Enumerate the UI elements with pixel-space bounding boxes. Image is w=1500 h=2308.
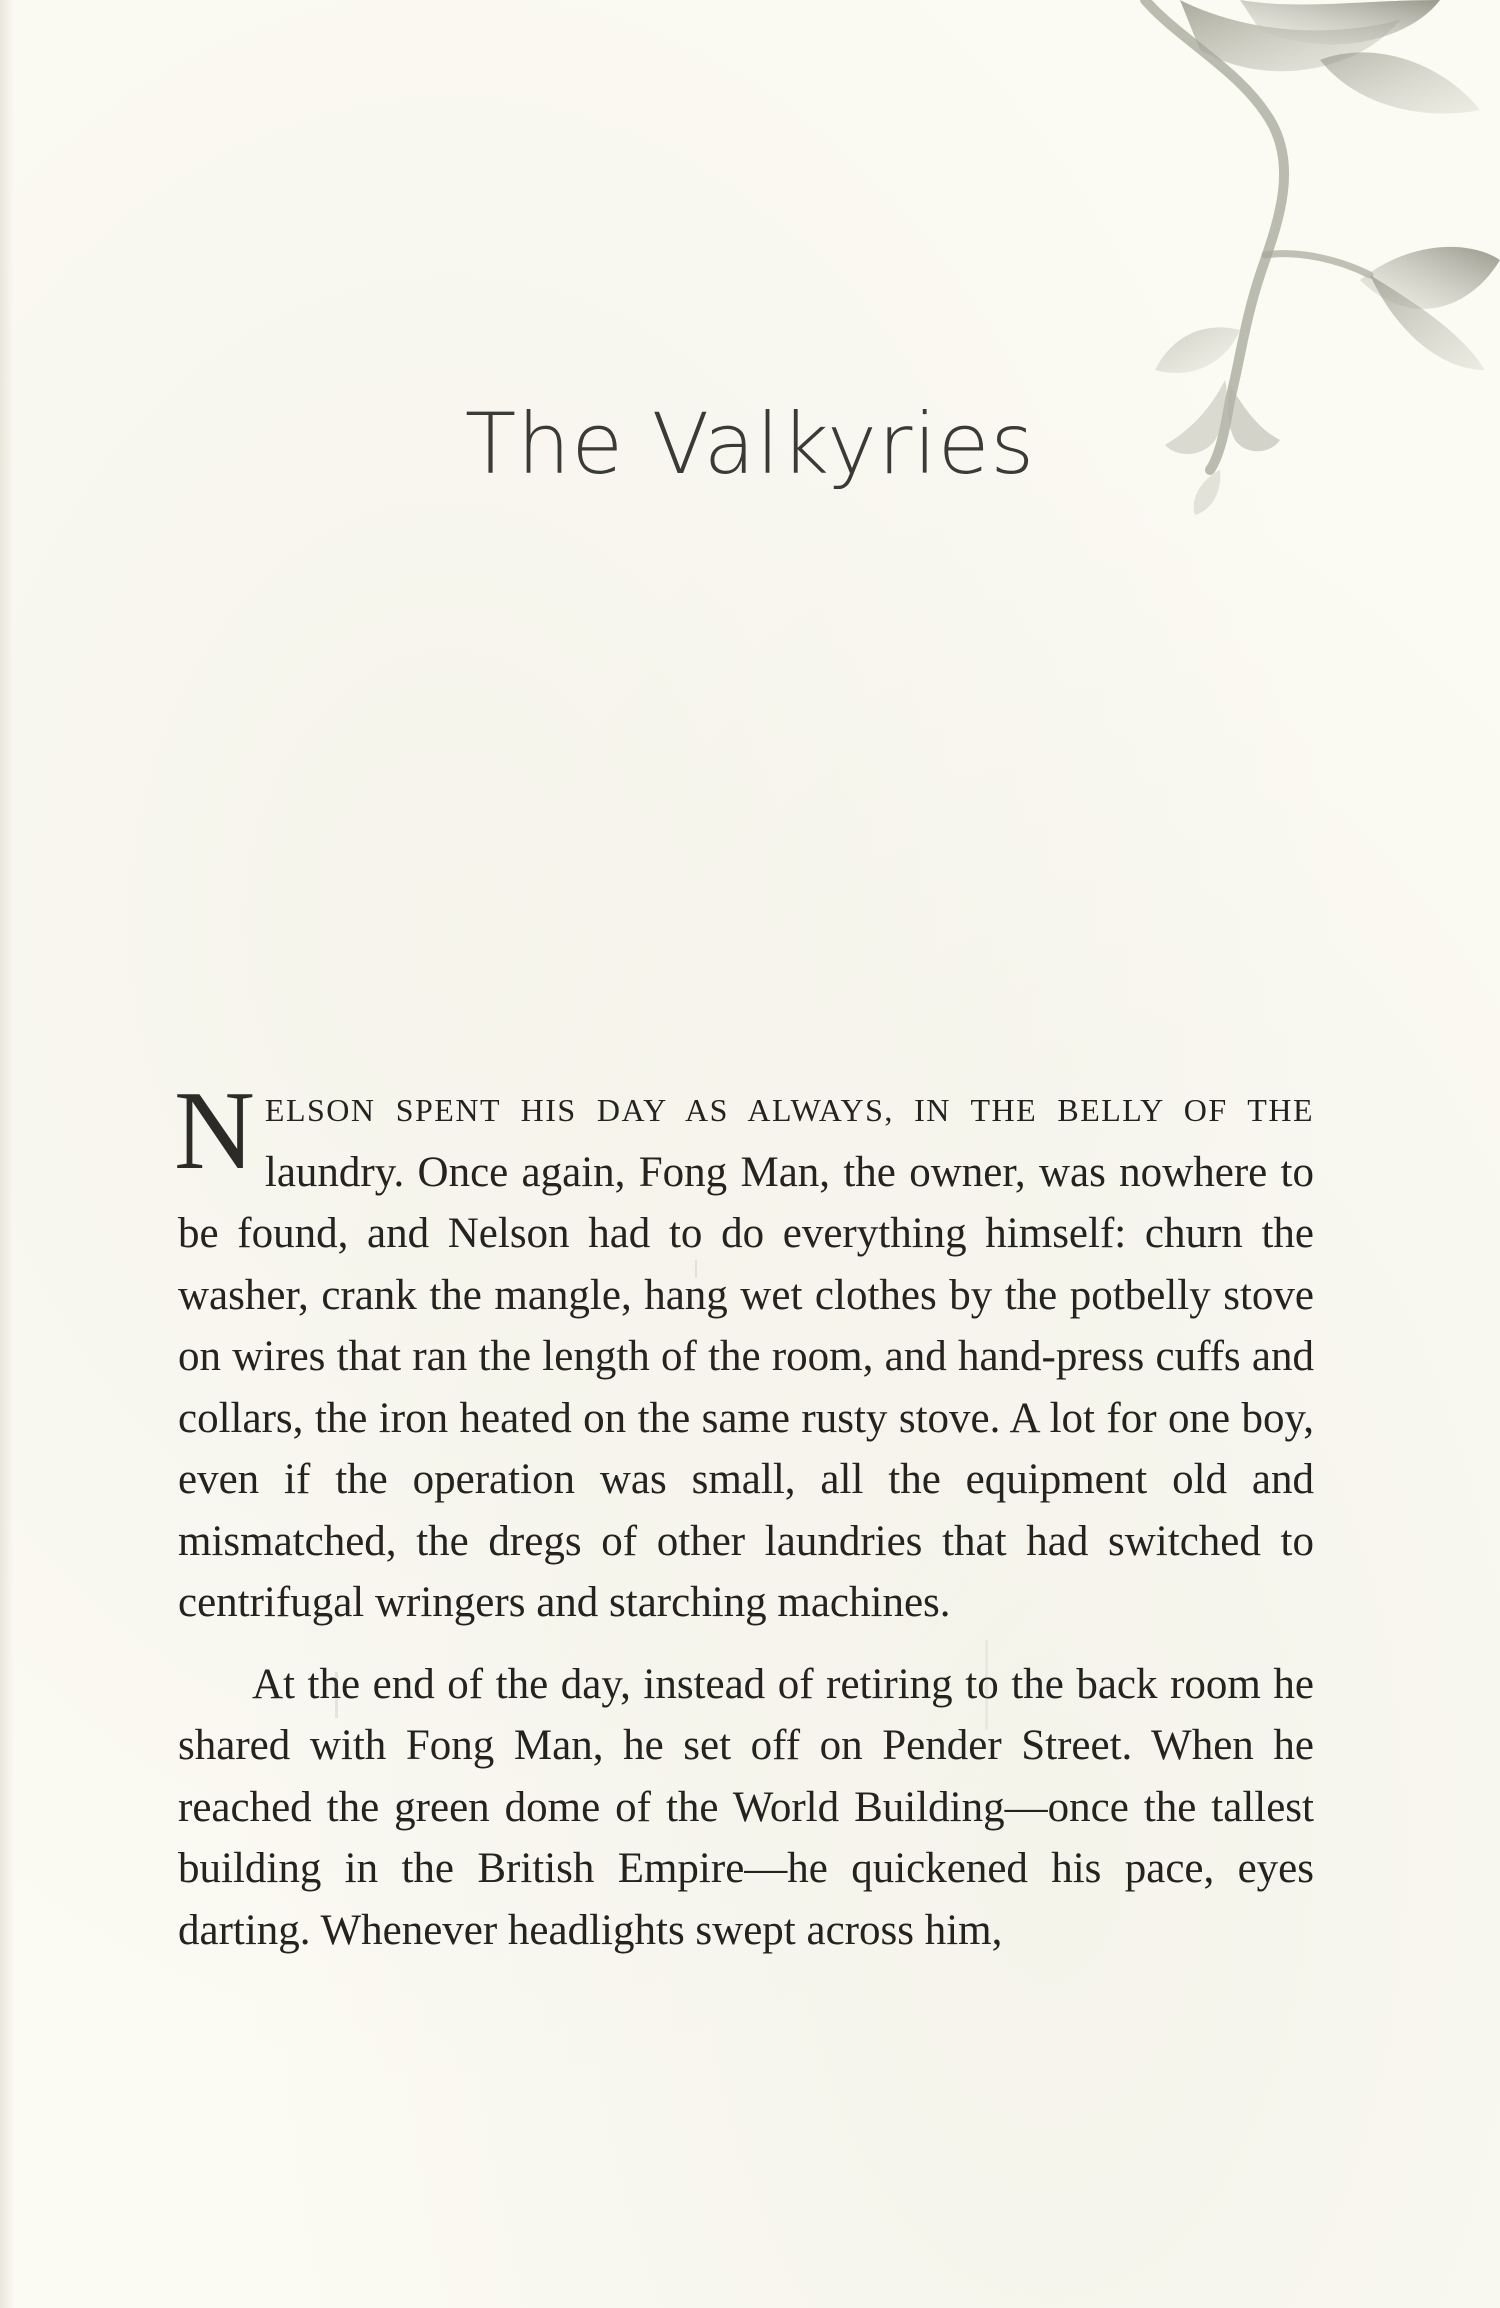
paragraph-2: At the end of the day, instead of retiring to the back room he shared with Fong Man, he set off on Pender Street. When he reached the green dome of the World Building—once the tallest building in the British Empire—he quickened his pace, eyes darting. Whenever headlights swept across him, [178,1660,1314,1954]
body-text [174,1069,1314,1961]
paragraph-1 [174,1069,1314,1634]
drop-cap: N [174,1069,255,1193]
page-edge-shadow [0,0,14,2308]
scan-mark [335,1672,338,1718]
paragraph-1-text: laundry. Once again, Fong Man, the owner, was nowhere to be found, and Nelson had to do everything himself: churn the washer, crank the mangle, hang wet clothes by the potbelly stove on wires that ran the length of the room, and hand-press cuffs and collars, the iron heated on the same rusty stove. A lot for one boy, even if the operation was small, all the equipment old and mismatched, the dregs of other laundries that had switched to centrifugal wringers and starching machines. [178,1148,1314,1626]
scan-mark [695,1260,697,1278]
chapter-title: The Valkyries [464,395,1036,493]
scan-mark [985,1640,988,1730]
opening-small-caps: ELSON SPENT HIS DAY AS ALWAYS, IN THE BELLY OF THE [264,1092,1314,1128]
